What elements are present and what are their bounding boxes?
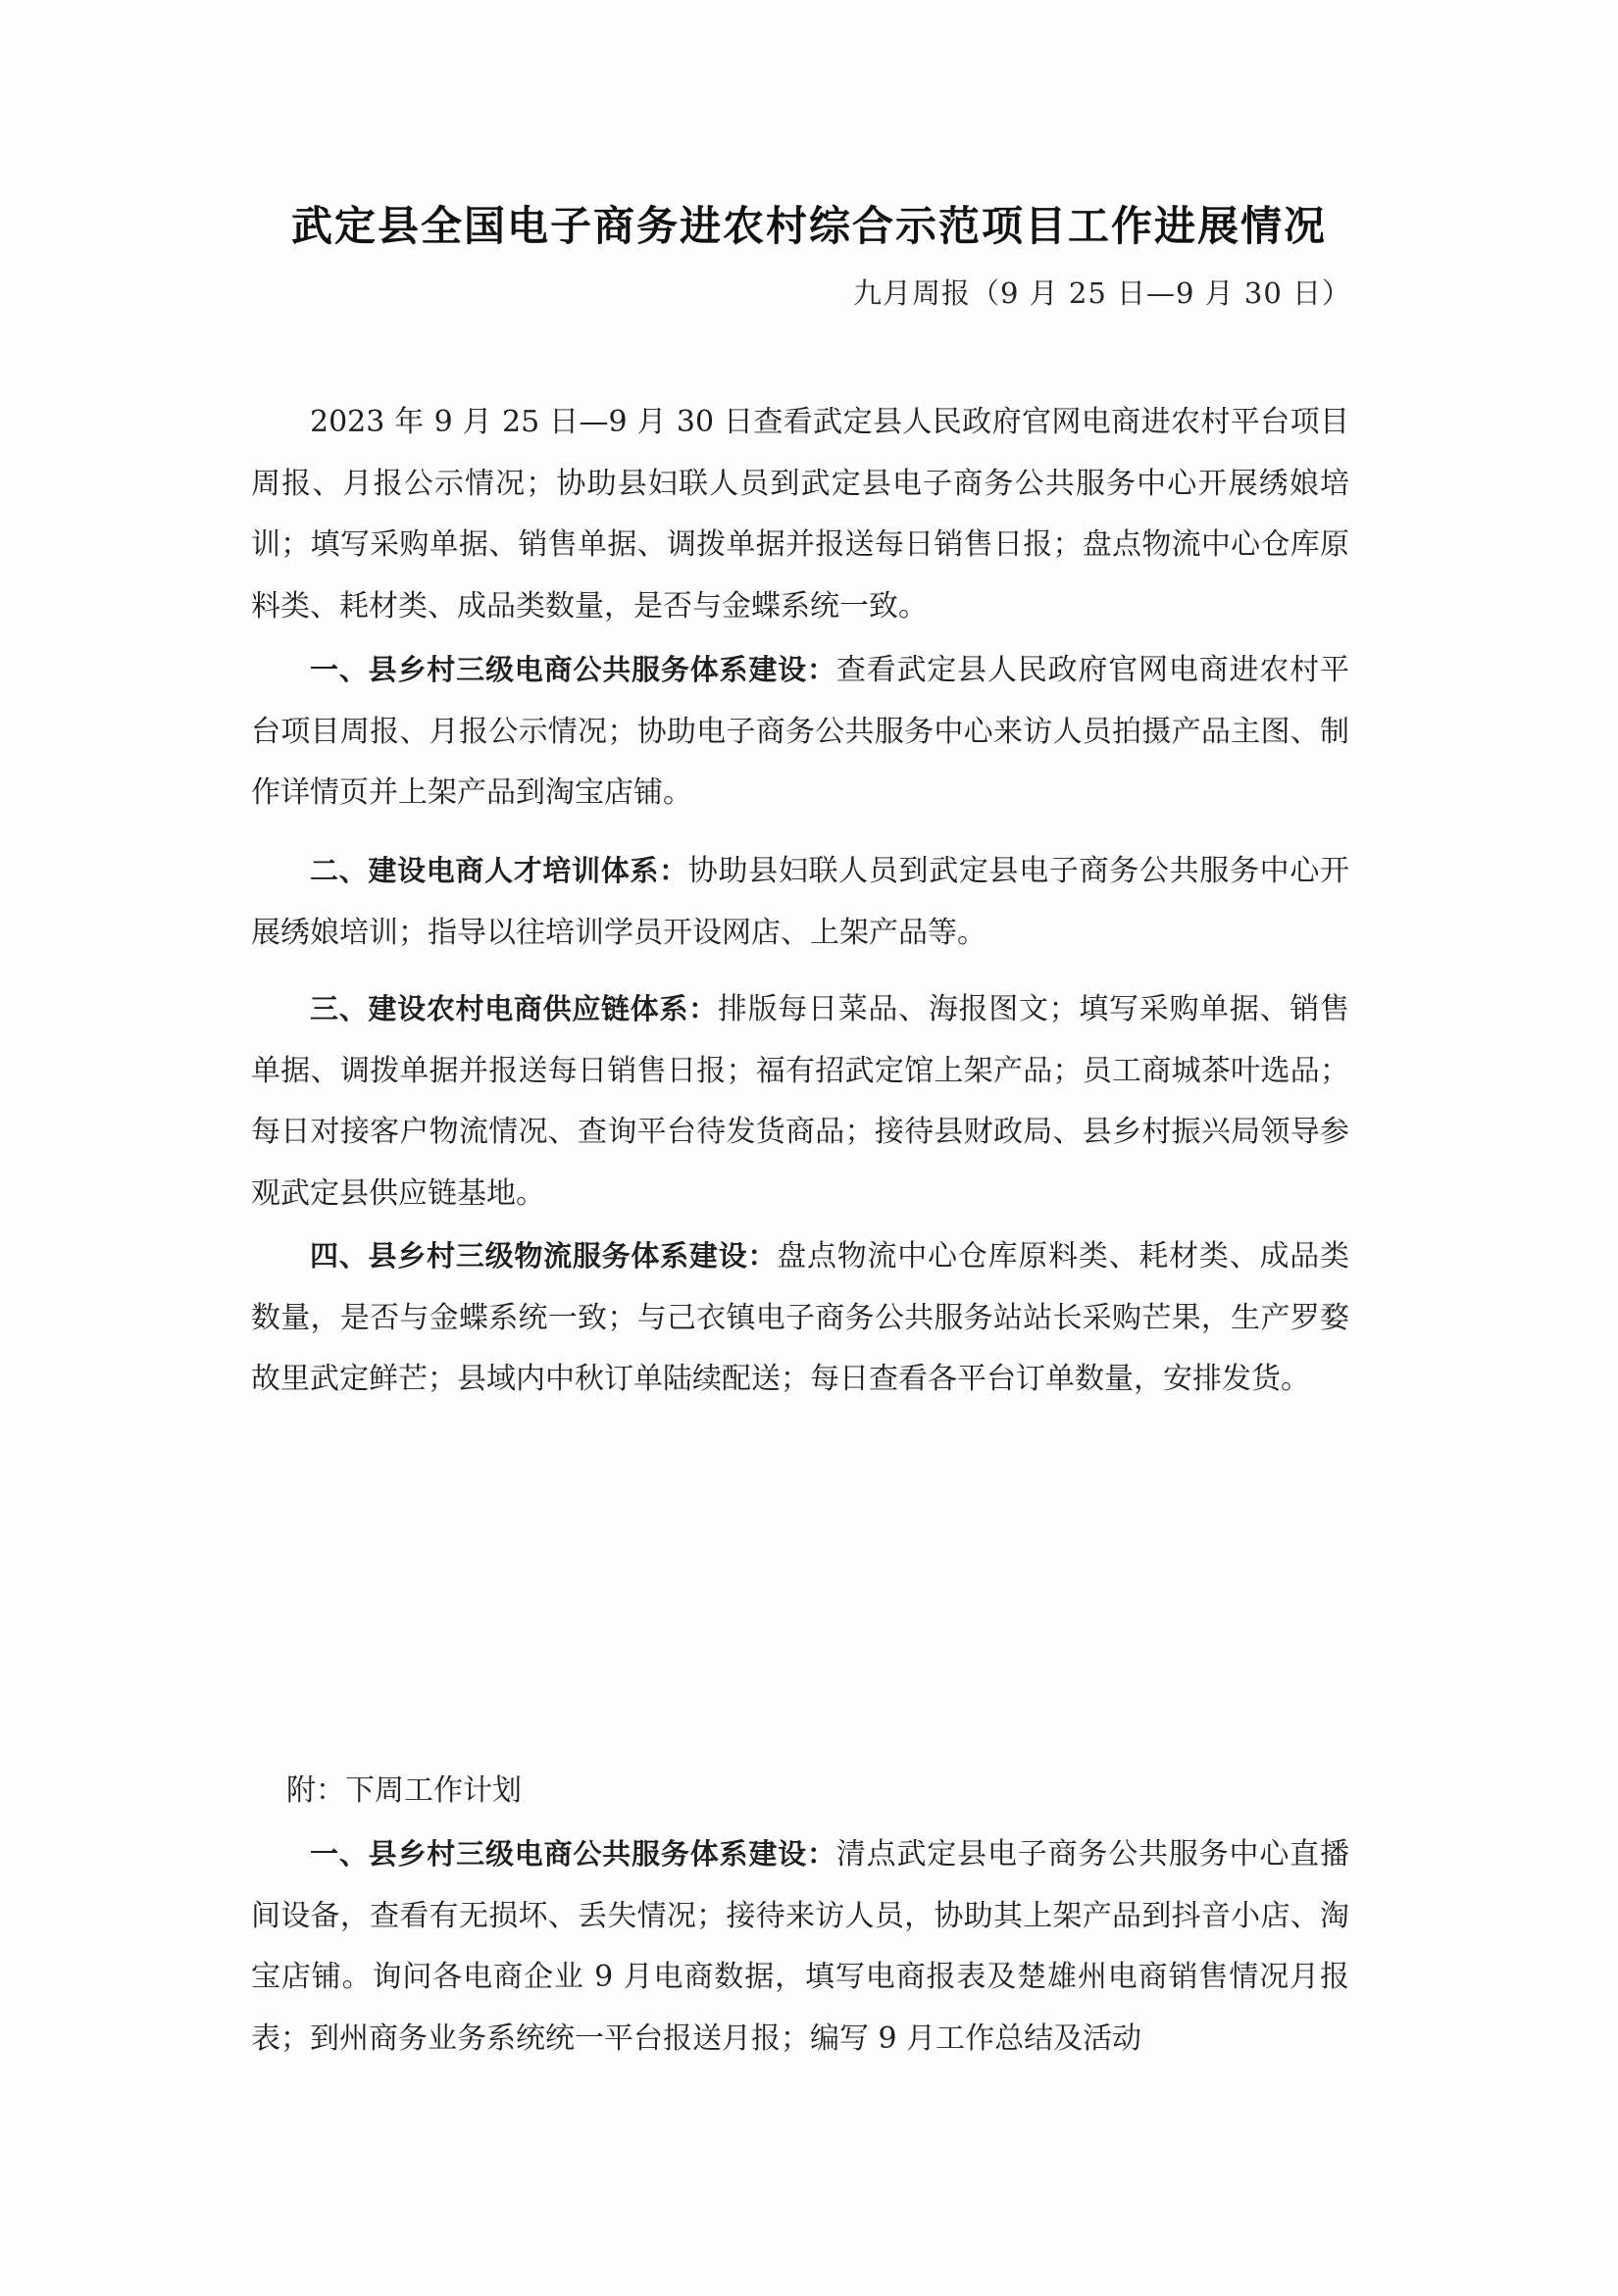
appendix-heading: 一、县乡村三级电商公共服务体系建设： (310, 1837, 836, 1871)
section-4-paragraph (251, 1225, 1349, 1411)
intro-paragraph: 2023 年 9 月 25 日—9 月 30 日查看武定县人民政府官网电商进农村平台项目周报、月报公示情况；协助县妇联人员到武定县电子商务公共服务中心开展绣娘培训；填写采购单据、销售单据、调拨单据并报送每日销售日报；盘点物流中心仓库原料类、耗材类、成品类数量，是否与金蝶系统一致。 (251, 405, 1349, 624)
section-2-text: 协助县妇联人员到武定县电子商务公共服务中心开展绣娘培训；指导以往培训学员开设网店、上架产品等。 (251, 854, 1349, 950)
section-1-paragraph (251, 639, 1349, 824)
section-1-heading: 一、县乡村三级电商公共服务体系建设： (310, 653, 836, 686)
section-1-text: 查看武定县人民政府官网电商进农村平台项目周报、月报公示情况；协助电子商务公共服务中心来访人员拍摄产品主图、制作详情页并上架产品到淘宝店铺。 (251, 653, 1349, 810)
section-2-heading: 二、建设电商人才培训体系： (310, 854, 688, 887)
section-3-text: 排版每日菜品、海报图文；填写采购单据、销售单据、调拨单据并报送每日销售日报；福有招武定馆上架产品；员工商城茶叶选品；每日对接客户物流情况、查询平台待发货商品；接待县财政局、县乡村振兴局领导参观武定县供应链基地。 (251, 992, 1349, 1211)
appendix-paragraph (251, 1823, 1349, 2070)
appendix-label: 附：下周工作计划 (286, 1773, 522, 1808)
section-3-heading: 三、建设农村电商供应链体系： (310, 992, 718, 1025)
document-subtitle: 九月周报（9 月 25 日—9 月 30 日） (852, 276, 1351, 310)
document-title: 武定县全国电子商务进农村综合示范项目工作进展情况 (290, 202, 1327, 250)
section-3-paragraph (251, 978, 1349, 1224)
section-4-text: 盘点物流中心仓库原料类、耗材类、成品类数量，是否与金蝶系统一致；与己衣镇电子商务公共服务站站长采购芒果，生产罗婺故里武定鲜芒；县域内中秋订单陆续配送；每日查看各平台订单数量，安排发货。 (251, 1239, 1349, 1396)
section-4-heading: 四、县乡村三级物流服务体系建设： (310, 1239, 778, 1273)
appendix-text: 清点武定县电子商务公共服务中心直播间设备，查看有无损坏、丢失情况；接待来访人员，协助其上架产品到抖音小店、淘宝店铺。询问各电商企业 9 月电商数据，填写电商报表及楚雄州电商销售情况月报表；到州商务业务系统统一平台报送月报；编写 9 月工作总结及活动 (251, 1837, 1349, 2056)
section-2-paragraph (251, 840, 1349, 964)
